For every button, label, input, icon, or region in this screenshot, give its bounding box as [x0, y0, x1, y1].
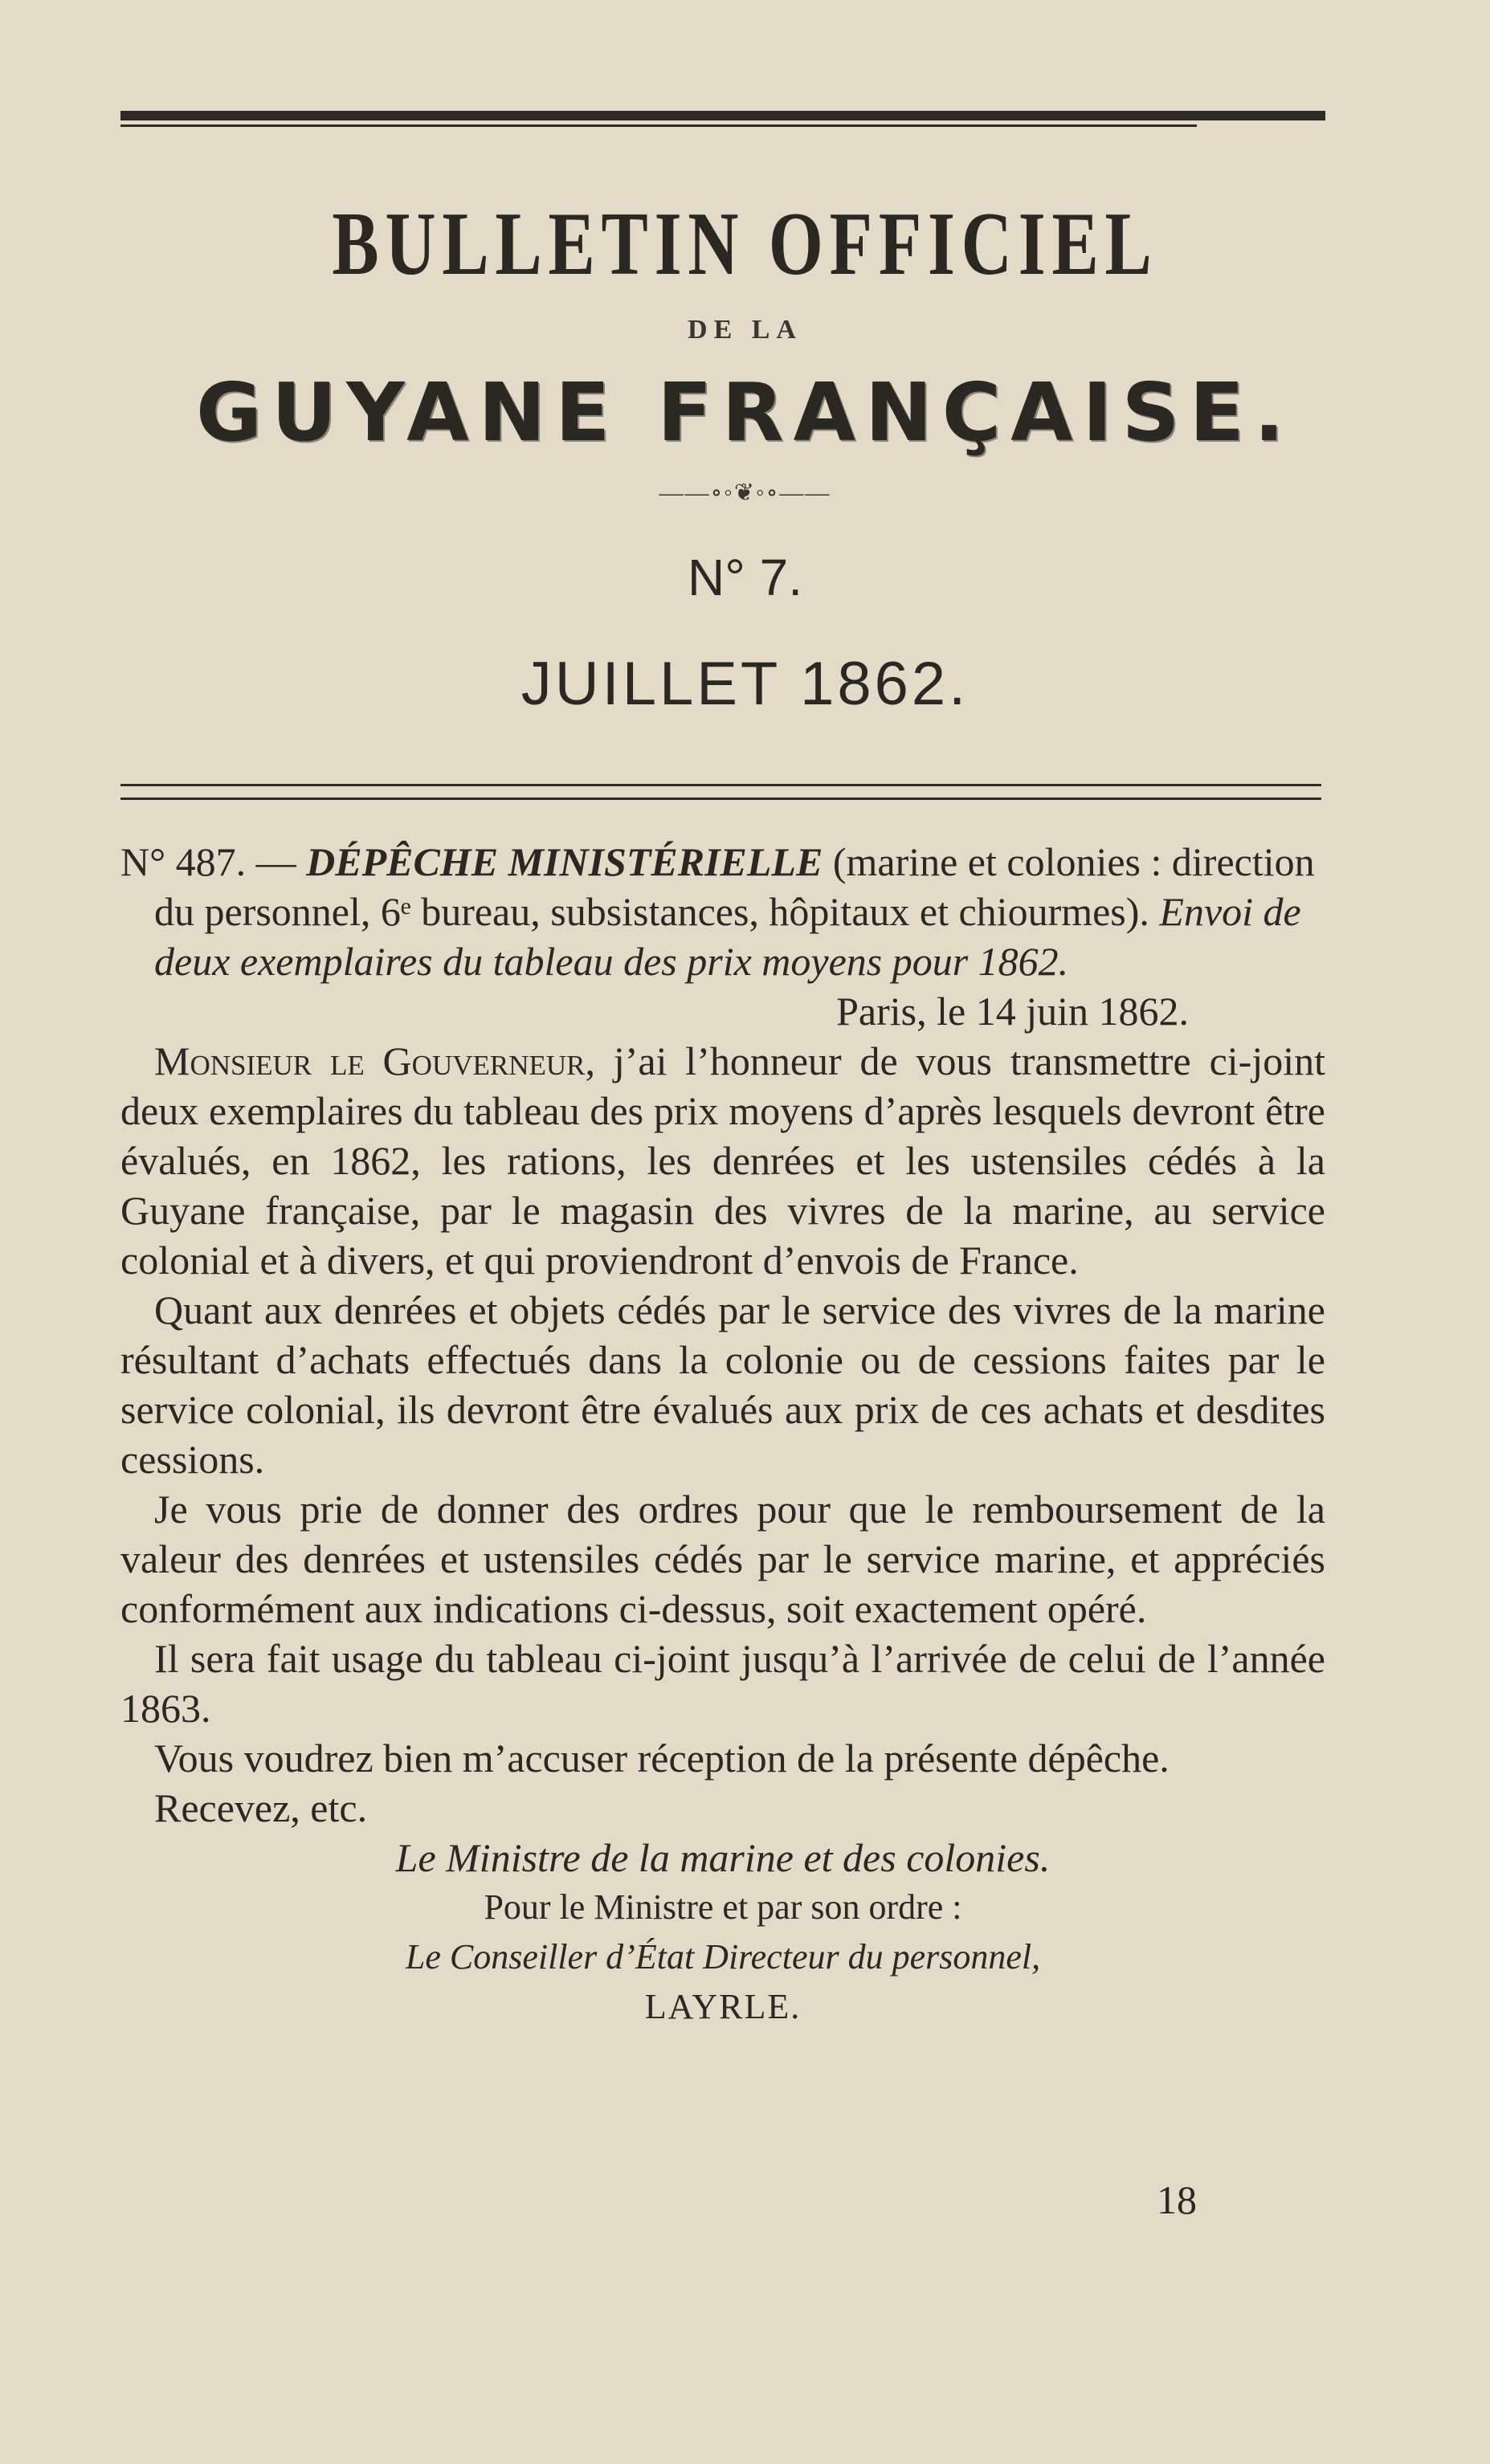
top-rule [120, 111, 1325, 127]
bulletin-title: BULLETIN OFFICIEL [332, 194, 1158, 294]
article-heading [120, 837, 1325, 986]
article-title-rest: (marine et colonies : direction du personnel, 6ᵉ bureau, subsistances, hôpitaux et chiourmes). [154, 839, 1315, 934]
article-body [120, 837, 1325, 2032]
issue-date: JUILLET 1862. [520, 650, 970, 718]
signature-title: Le Conseiller d’État Directeur du personnel, [405, 1937, 1041, 1977]
paragraph-1-text: , j’ai l’honneur de vous transmettre ci-joint deux exemplaires du tableau des prix moyens d’après lesquels devront être évalués, en 1862, les rations, les denrées et les ustensiles cédés à la Guyane française, par le magasin des vivres de la marine, au service colonial et à divers, et qui proviendront d’envois de France. [120, 1038, 1325, 1283]
top-rule-thick [120, 111, 1325, 120]
page-number: 18 [1157, 2177, 1197, 2222]
paragraph-3: Je vous prie de donner des ordres pour que le remboursement de la valeur des denrées et ustensiles cédés par le service marine, et appréciés conformément aux indications ci-dessus, soit exactement opéré. [120, 1487, 1325, 1631]
signature-name: LAYRLE. [644, 1987, 802, 2026]
article-title: DÉPÊCHE MINISTÉRIELLE [306, 839, 823, 884]
paragraph-6: Recevez, etc. [154, 1785, 368, 1830]
article-summary: Envoi de deux exemplaires du tableau des prix moyens pour 1862. [154, 889, 1301, 984]
paragraph-4: Il sera fait usage du tableau ci-joint jusqu’à l’arrivée de celui de l’année 1863. [120, 1636, 1325, 1731]
section-rule-upper [120, 784, 1321, 786]
signature-order: Pour le Ministre et par son ordre : [484, 1887, 962, 1927]
paragraph-1 [120, 1036, 1325, 1285]
bulletin-subtitle: GUYANE FRANÇAISE. [195, 365, 1295, 459]
top-rule-thin [120, 124, 1197, 127]
article-number: N° 487. — [120, 839, 307, 884]
paragraph-5: Vous voudrez bien m’accuser réception de la présente dépêche. [154, 1736, 1170, 1781]
section-rule [120, 784, 1321, 800]
section-rule-lower [120, 798, 1321, 800]
title-connector: DE LA [688, 315, 802, 345]
place-date: Paris, le 14 juin 1862. [836, 989, 1189, 1034]
ornament-divider: ——∘◦❦◦∘—— [659, 479, 831, 506]
paragraph-2: Quant aux denrées et objets cédés par le service des vivres de la marine résultant d’achats effectués dans la colonie ou de cessions faites par le service colonial, ils devront être évalués aux prix de ces achats et desdites cessions. [120, 1287, 1325, 1482]
signature-minister: Le Ministre de la marine et des colonies. [395, 1835, 1051, 1880]
issue-number: N° 7. [688, 549, 802, 606]
salutation: Monsieur le Gouverneur [154, 1038, 586, 1083]
